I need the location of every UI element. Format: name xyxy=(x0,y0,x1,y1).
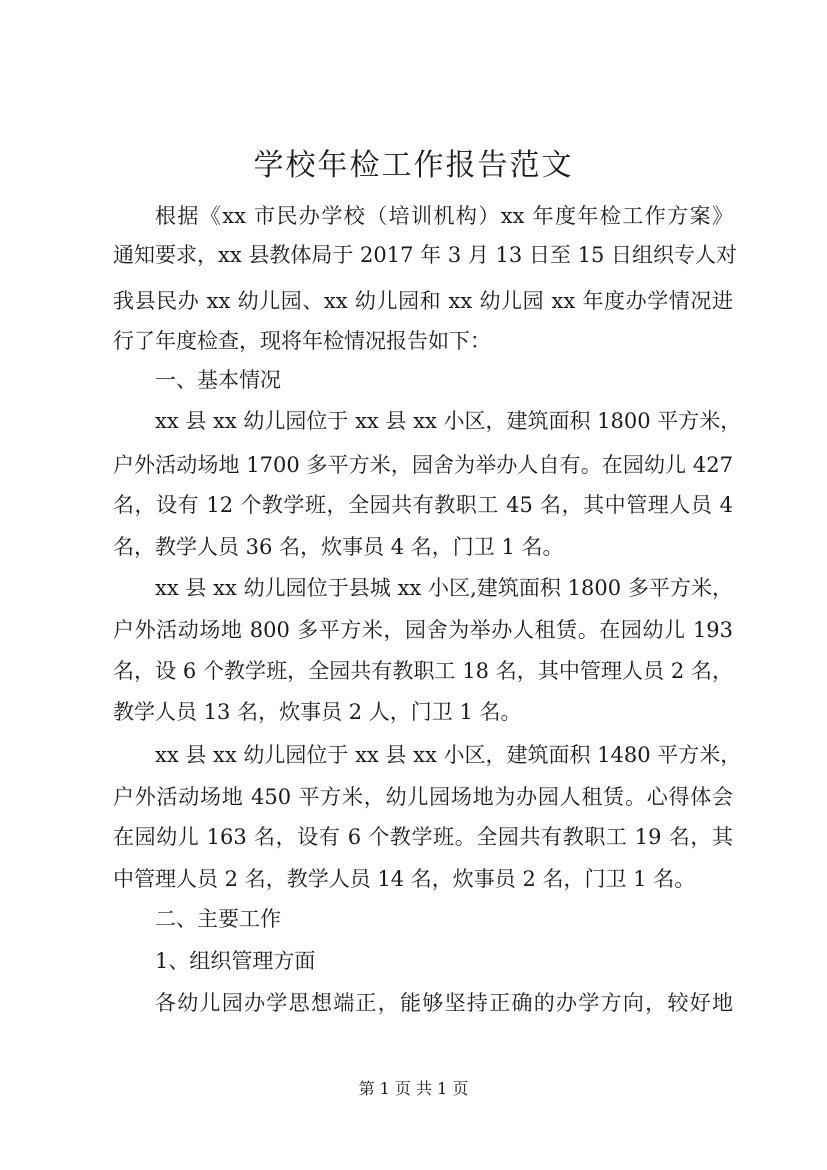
paragraph-line: 名，设有 12 个教学班，全园共有教职工 45 名，其中管理人员 4 xyxy=(113,493,733,517)
paragraph-line: 在园幼儿 163 名，设有 6 个教学班。全园共有教职工 19 名，其 xyxy=(113,825,733,849)
paragraph-line: 名，设 6 个教学班，全园共有教职工 18 名，其中管理人员 2 名， xyxy=(113,659,733,683)
section-heading: 二、主要工作 xyxy=(155,907,281,931)
document-title: 学校年检工作报告范文 xyxy=(253,148,574,183)
paragraph-line: 我县民办 xx 幼儿园、xx 幼儿园和 xx 幼儿园 xx 年度办学情况进 xyxy=(113,289,733,313)
paragraph-line: 行了年度检查，现将年检情况报告如下： xyxy=(113,329,491,353)
paragraph-line: 户外活动场地 800 多平方米，园舍为举办人租赁。在园幼儿 193 xyxy=(113,618,733,642)
paragraph-line: 教学人员 13 名，炊事员 2 人，门卫 1 名。 xyxy=(113,700,522,724)
page-footer: 第 1 页 共 1 页 xyxy=(358,1079,469,1098)
section-heading: 一、基本情况 xyxy=(155,368,281,392)
paragraph-line: 通知要求，xx 县教体局于 2017 年 3 月 13 日至 15 日组织专人对 xyxy=(113,243,738,267)
paragraph-line: 户外活动场地 450 平方米，幼儿园场地为办园人租赁。心得体会 xyxy=(113,785,733,809)
paragraph-line: 根据《xx 市民办学校（培训机构）xx 年度年检工作方案》 xyxy=(155,204,733,228)
subsection-heading: 1、组织管理方面 xyxy=(155,949,316,973)
paragraph-line: 各幼儿园办学思想端正，能够坚持正确的办学方向，较好地 xyxy=(155,991,733,1015)
paragraph-line: xx 县 xx 幼儿园位于县城 xx 小区,建筑面积 1800 多平方米， xyxy=(155,576,733,600)
paragraph-line: xx 县 xx 幼儿园位于 xx 县 xx 小区，建筑面积 1800 平方米， xyxy=(155,409,742,433)
paragraph-line: xx 县 xx 幼儿园位于 xx 县 xx 小区，建筑面积 1480 平方米， xyxy=(155,743,742,767)
paragraph-line: 中管理人员 2 名，教学人员 14 名，炊事员 2 名，门卫 1 名。 xyxy=(113,867,696,891)
paragraph-line: 名，教学人员 36 名，炊事员 4 名，门卫 1 名。 xyxy=(113,535,564,559)
paragraph-line: 户外活动场地 1700 多平方米，园舍为举办人自有。在园幼儿 427 xyxy=(113,453,733,477)
